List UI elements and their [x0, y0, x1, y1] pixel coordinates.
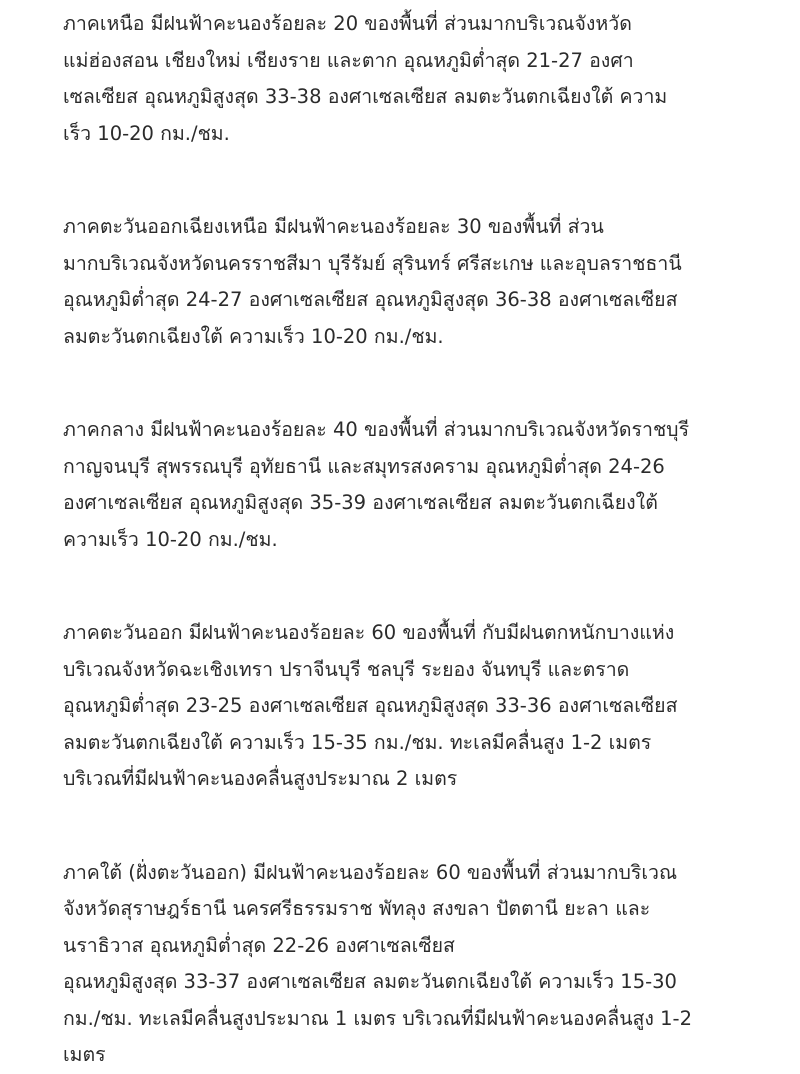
forecast-paragraph-north [63, 6, 753, 152]
paragraph-line: ภาคตะวันออกเฉียงเหนือ มีฝนฟ้าคะนองร้อยละ 30 ของพื้นที่ ส่วน [63, 215, 604, 238]
paragraph-line: เร็ว 10-20 กม./ชม. [63, 121, 230, 145]
paragraph-line: บริเวณจังหวัดฉะเชิงเทรา ปราจีนบุรี ชลบุรี ระยอง จันทบุรี และตราด [63, 657, 630, 681]
paragraph-line: ภาคเหนือ มีฝนฟ้าคะนองร้อยละ 20 ของพื้นที่ ส่วนมากบริเวณจังหวัด [63, 12, 632, 35]
paragraph-line: นราธิวาส อุณหภูมิต่ำสุด 22-26 องศาเซลเซียส [63, 933, 455, 957]
paragraph-line: ลมตะวันตกเฉียงใต้ ความเร็ว 10-20 กม./ชม. [63, 324, 444, 348]
paragraph-line: มากบริเวณจังหวัดนครราชสีมา บุรีรัมย์ สุรินทร์ ศรีสะเกษ และอุบลราชธานี [63, 251, 682, 275]
paragraph-line: ภาคตะวันออก มีฝนฟ้าคะนองร้อยละ 60 ของพื้นที่ กับมีฝนตกหนักบางแห่ง [63, 621, 675, 644]
paragraph-line: กาญจนบุรี สุพรรณบุรี อุทัยธานี และสมุทรสงคราม อุณหภูมิต่ำสุด 24-26 [63, 454, 665, 478]
weather-forecast-article [63, 6, 753, 1074]
forecast-paragraph-east [63, 615, 753, 798]
paragraph-line: อุณหภูมิต่ำสุด 24-27 องศาเซลเซียส อุณหภูมิสูงสุด 36-38 องศาเซลเซียส [63, 288, 678, 311]
paragraph-line: องศาเซลเซียส อุณหภูมิสูงสุด 35-39 องศาเซลเซียส ลมตะวันตกเฉียงใต้ [63, 491, 658, 514]
forecast-paragraph-south-east-coast [63, 855, 753, 1074]
paragraph-line: อุณหภูมิต่ำสุด 23-25 องศาเซลเซียส อุณหภูมิสูงสุด 33-36 องศาเซลเซียส [63, 694, 678, 717]
paragraph-line: แม่ฮ่องสอน เชียงใหม่ เชียงราย และตาก อุณหภูมิต่ำสุด 21-27 องศา [63, 48, 634, 72]
paragraph-line: เมตร [63, 1043, 106, 1066]
paragraph-line: ความเร็ว 10-20 กม./ชม. [63, 527, 278, 551]
paragraph-line: อุณหภูมิสูงสุด 33-37 องศาเซลเซียส ลมตะวันตกเฉียงใต้ ความเร็ว 15-30 [63, 970, 677, 993]
paragraph-line: ภาคกลาง มีฝนฟ้าคะนองร้อยละ 40 ของพื้นที่ ส่วนมากบริเวณจังหวัดราชบุรี [63, 418, 690, 441]
paragraph-line: เซลเซียส อุณหภูมิสูงสุด 33-38 องศาเซลเซียส ลมตะวันตกเฉียงใต้ ความ [63, 85, 668, 108]
paragraph-line: ภาคใต้ (ฝั่งตะวันออก) มีฝนฟ้าคะนองร้อยละ 60 ของพื้นที่ ส่วนมากบริเวณ [63, 860, 678, 884]
forecast-paragraph-central [63, 412, 753, 558]
paragraph-line: ลมตะวันตกเฉียงใต้ ความเร็ว 15-35 กม./ชม. ทะเลมีคลื่นสูง 1-2 เมตร [63, 730, 652, 754]
paragraph-line: บริเวณที่มีฝนฟ้าคะนองคลื่นสูงประมาณ 2 เมตร [63, 767, 458, 790]
paragraph-line: จังหวัดสุราษฎร์ธานี นครศรีธรรมราช พัทลุง สงขลา ปัตตานี ยะลา และ [63, 897, 651, 920]
forecast-paragraph-northeast [63, 209, 753, 355]
paragraph-line: กม./ชม. ทะเลมีคลื่นสูงประมาณ 1 เมตร บริเวณที่มีฝนฟ้าคะนองคลื่นสูง 1-2 [63, 1006, 692, 1030]
